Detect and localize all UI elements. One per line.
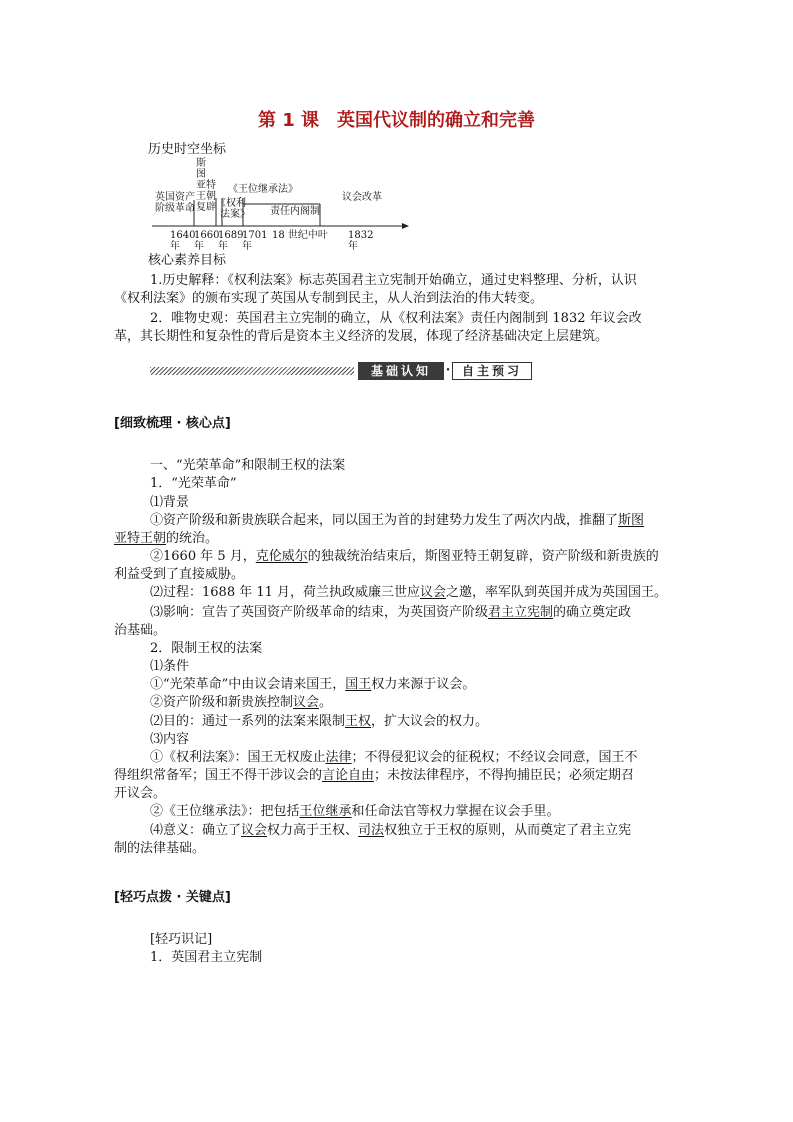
timeline-event-stuart: 斯 图 亚特 王朝 复辟 (196, 158, 216, 213)
s1-cond2: ②资产阶级和新贵族控制议会。 (150, 695, 333, 710)
section2-heading: [轻巧点拨 · 关键点] (114, 890, 231, 905)
s2-item1: 1．英国君主立宪制 (150, 950, 263, 965)
timeline-label-1701: 1701 年 (242, 230, 268, 252)
s1-cond: ⑴条件 (150, 659, 190, 674)
s1-significance-line2: 制的法律基础。 (114, 841, 206, 856)
answer-succession: 王位继承 (299, 804, 352, 819)
timeline-event-cabinet: 责任内阁制 (270, 206, 320, 217)
s1-h1: 一、“光荣革命”和限制王权的法案 (150, 458, 346, 473)
section1-heading: [细致梳理 · 核心点] (114, 416, 231, 431)
answer-judiciary: 司法 (358, 823, 385, 838)
s1-h1-2: 2．限制王权的法案 (150, 641, 263, 656)
goals-heading: 核心素养目标 (148, 253, 227, 268)
answer-free-speech: 言论自由 (322, 768, 375, 783)
s1-influence-line2: 治基础。 (114, 623, 167, 638)
answer-parliament-2: 议会 (293, 695, 320, 710)
timeline-label-1832: 1832 年 (348, 230, 374, 252)
banner-label-left: 基础认知 (358, 362, 444, 380)
goal1-line2: 《权利法案》的颁布实现了英国从专制到民主，从人治到法治的伟大转变。 (114, 291, 544, 306)
timeline-label-1689: 1689 年 (218, 230, 244, 252)
section-banner (150, 362, 530, 380)
s1-bg2-line1: ②1660 年 5 月，克伦威尔的独裁统治结束后，斯图亚特王朝复辟，资产阶级和新贵族的 (150, 549, 659, 564)
s1-bg2-line2: 利益受到了直接威胁。 (114, 567, 245, 582)
timeline-event-succession: 《王位继承法》 (228, 184, 298, 195)
timeline-heading: 历史时空坐标 (148, 142, 227, 157)
s1-c1-line1: ①《权利法案》：国王无权废止法律；不得侵犯议会的征税权；不经议会同意，国王不 (150, 750, 638, 765)
goal2-line2: 革，其长期性和复杂性的背后是资本主义经济的发展，体现了经济基础决定上层建筑。 (114, 329, 609, 344)
s1-c2: ②《王位继承法》：把包括王位继承和任命法官等权力掌握在议会手里。 (150, 804, 560, 819)
answer-cromwell: 克伦威尔 (255, 549, 308, 564)
answer-constitutional-monarchy: 君主立宪制 (488, 605, 554, 620)
s2-subheading: [轻巧识记] (150, 932, 213, 947)
answer-stuart-1: 斯图 (618, 513, 645, 528)
answer-law: 法律 (325, 750, 352, 765)
goal2-line1: 2．唯物史观：英国君主立宪制的确立，从《权利法案》责任内阁制到 1832 年议会改 (150, 311, 642, 326)
banner-label-right: 自主预习 (452, 362, 532, 380)
timeline-event-revolution: 英国资产 阶级革命 (155, 192, 195, 214)
banner-dot: · (445, 363, 451, 378)
s1-process: ⑵过程：1688 年 11 月，荷兰执政威廉三世应议会之邀，率军队到英国并成为英国国王。 (150, 585, 668, 600)
timeline-label-1660: 1660 年 (194, 230, 220, 252)
answer-parliament-1: 议会 (420, 585, 447, 600)
s1-c1-line2: 得组织常备军；国王不得干涉议会的言论自由；未按法律程序，不得拘捕臣民；必须定期召 (114, 768, 635, 783)
s1-c1-line3: 开议会。 (114, 786, 167, 801)
answer-king: 国王 (345, 677, 372, 692)
s1-bg1-line1: ①资产阶级和新贵族联合起来，同以国王为首的封建势力发生了两次内战，推翻了斯图 (150, 513, 645, 528)
s1-bg1-line2: 亚特王朝的统治。 (114, 531, 219, 546)
s1-influence-line1: ⑶影响：宣告了英国资产阶级革命的结束，为英国资产阶级君主立宪制的确立奠定政 (150, 605, 632, 620)
s1-cond1: ①“光荣革命”中由议会请来国王，国王权力来源于议会。 (150, 677, 476, 692)
timeline-label-1640: 1640 年 (170, 230, 196, 252)
s1-significance-line1: ⑷意义：确立了议会权力高于王权、司法权独立于王权的原则，从而奠定了君主立宪 (150, 823, 632, 838)
answer-royal-power: 王权 (345, 714, 372, 729)
timeline-event-reform: 议会改革 (342, 192, 382, 203)
answer-stuart-2: 亚特王朝 (114, 531, 167, 546)
s1-h1-1: 1．“光荣革命” (150, 476, 237, 491)
banner-hatch-left (150, 367, 354, 375)
page-title: 第 1 课 英国代议制的确立和完善 (257, 110, 536, 131)
s1-bg: ⑴背景 (150, 495, 190, 510)
timeline-event-bill: 《权利 法案》 (216, 198, 250, 220)
timeline-label-18c: 18 世纪中叶 (272, 230, 328, 241)
answer-parliament-3: 议会 (241, 823, 268, 838)
goal1-line1: 1.历史解释：《权利法案》标志英国君主立宪制开始确立，通过史料整理、分析，认识 (150, 273, 637, 288)
s1-cont: ⑶内容 (150, 732, 190, 747)
s1-aim: ⑵目的：通过一系列的法案来限制王权，扩大议会的权力。 (150, 714, 489, 729)
